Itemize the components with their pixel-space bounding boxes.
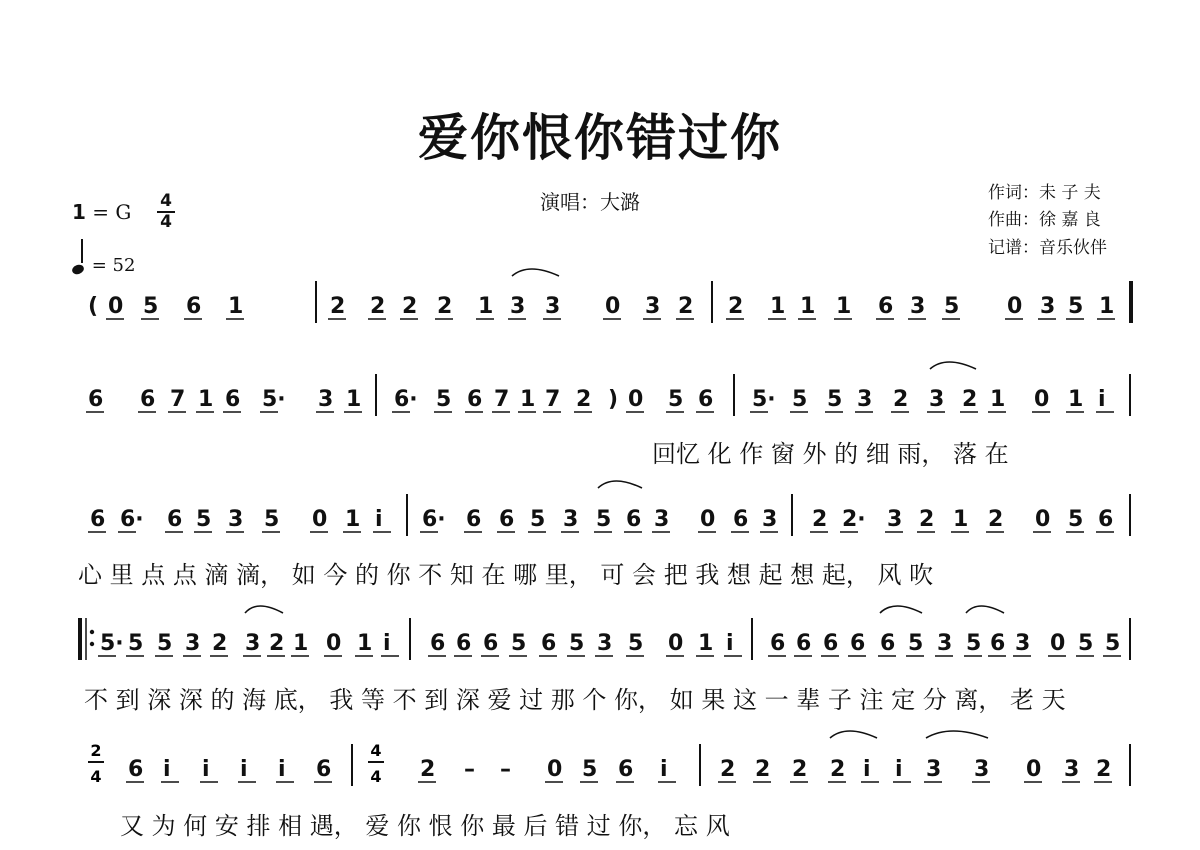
note: 3 xyxy=(563,507,579,532)
note: 6 xyxy=(466,507,482,532)
note: 3 xyxy=(545,294,561,319)
note: 5 xyxy=(668,387,684,412)
svg-text:‖:: ‖: xyxy=(84,642,85,643)
note: 6 xyxy=(128,757,144,782)
note: 2 xyxy=(893,387,909,412)
note: 2 xyxy=(830,757,846,782)
note: 6 xyxy=(225,387,241,412)
note: 0 xyxy=(1035,507,1051,532)
note: 6 xyxy=(990,631,1006,656)
note: 2 xyxy=(728,294,744,319)
note: 5 xyxy=(569,631,585,656)
time-signature: 4 4 xyxy=(156,192,176,231)
svg-text:2: 2 xyxy=(90,741,102,760)
svg-text:4: 4 xyxy=(370,741,382,760)
slur xyxy=(245,606,283,613)
note: 0 xyxy=(326,631,342,656)
note: 2 xyxy=(212,631,228,656)
note: 2 xyxy=(269,631,285,656)
lyricist-credit: 作词：未 子 夫 xyxy=(988,183,1101,203)
svg-text:4: 4 xyxy=(370,767,382,786)
note: 6· xyxy=(422,507,446,532)
note: 3 xyxy=(1015,631,1031,656)
note: 6 xyxy=(880,631,896,656)
transcriber-credit: 记谱：音乐伙伴 xyxy=(988,238,1107,258)
note: 6 xyxy=(618,757,634,782)
note: 5· xyxy=(262,387,286,412)
note: 6 xyxy=(467,387,483,412)
note: 0 xyxy=(605,294,621,319)
key-signature: 1 = G xyxy=(72,200,132,224)
note: 6· xyxy=(120,507,144,532)
note: 0 xyxy=(700,507,716,532)
note: 5 xyxy=(1068,294,1084,319)
note: 5 xyxy=(436,387,452,412)
lyric-line-3: 不 到 深 深 的 海 底， 我 等 不 到 深 爱 过 那 个 你， 如 果 这 一 辈 子 注 定 分 离， 老 天 xyxy=(84,686,1066,714)
note: 1 xyxy=(520,387,536,412)
note: 3 xyxy=(929,387,945,412)
note: i xyxy=(202,757,210,782)
note: 5 xyxy=(196,507,212,532)
slur xyxy=(880,606,922,613)
slur xyxy=(930,362,976,369)
composer-credit: 作曲：徐 嘉 良 xyxy=(988,210,1101,230)
note: 0 xyxy=(547,757,563,782)
note: 2 xyxy=(919,507,935,532)
note: 1 xyxy=(478,294,494,319)
note: 2 xyxy=(988,507,1004,532)
note: 2 xyxy=(1096,757,1112,782)
note: 2· xyxy=(842,507,866,532)
note: 3 xyxy=(228,507,244,532)
note: 3 xyxy=(654,507,670,532)
note: 2 xyxy=(755,757,771,782)
note: 1 xyxy=(800,294,816,319)
note: 6 xyxy=(90,507,106,532)
note: 1 xyxy=(198,387,214,412)
note: 5 xyxy=(582,757,598,782)
note: 5 xyxy=(827,387,843,412)
slur xyxy=(598,481,642,488)
note: 0 xyxy=(312,507,328,532)
note: 6 xyxy=(698,387,714,412)
note: 5 xyxy=(628,631,644,656)
note: 6 xyxy=(850,631,866,656)
lyric-line-4: 又 为 何 安 排 相 遇， 爱 你 恨 你 最 后 错 过 你， 忘 风 xyxy=(120,812,730,840)
note: 1 xyxy=(228,294,244,319)
note: 2 xyxy=(962,387,978,412)
note: 6 xyxy=(140,387,156,412)
note: 6 xyxy=(186,294,202,319)
note: 2 xyxy=(720,757,736,782)
time-change xyxy=(88,741,104,786)
slur xyxy=(830,731,877,738)
note: 5 xyxy=(128,631,144,656)
note: 6 xyxy=(626,507,642,532)
svg-text:4: 4 xyxy=(90,767,102,786)
note: 1 xyxy=(346,387,362,412)
note: 0 xyxy=(628,387,644,412)
note: 3 xyxy=(318,387,334,412)
note: i xyxy=(1098,387,1106,412)
note: 3 xyxy=(910,294,926,319)
note: 5 xyxy=(143,294,159,319)
slur xyxy=(926,731,988,738)
note: 1 xyxy=(293,631,309,656)
note: 6 xyxy=(88,387,104,412)
note: i xyxy=(895,757,903,782)
note: 3 xyxy=(926,757,942,782)
score-symbol: – xyxy=(464,757,475,782)
note: 0 xyxy=(1026,757,1042,782)
note: 3 xyxy=(857,387,873,412)
note: 5 xyxy=(264,507,280,532)
note: 1 xyxy=(990,387,1006,412)
note: 5 xyxy=(944,294,960,319)
note: 2 xyxy=(812,507,828,532)
singer-credit: 演唱：大潞 xyxy=(540,190,640,214)
note: 1 xyxy=(357,631,373,656)
note: 5 xyxy=(908,631,924,656)
note: 5· xyxy=(100,631,124,656)
note: 5 xyxy=(596,507,612,532)
time-change xyxy=(368,741,384,786)
note: i xyxy=(163,757,171,782)
note: 1 xyxy=(698,631,714,656)
note: 6· xyxy=(394,387,418,412)
note: 6 xyxy=(1098,507,1114,532)
note: 5 xyxy=(966,631,982,656)
note: 2 xyxy=(370,294,386,319)
note: 5 xyxy=(1078,631,1094,656)
note: 2 xyxy=(678,294,694,319)
slur xyxy=(512,269,559,276)
note: i xyxy=(240,757,248,782)
note: 2 xyxy=(576,387,592,412)
lyric-line-1: 回忆 化 作 窗 外 的 细 雨， 落 在 xyxy=(652,440,1009,468)
note: 3 xyxy=(1040,294,1056,319)
note: 5 xyxy=(1105,631,1121,656)
note: 3 xyxy=(762,507,778,532)
note: 1 xyxy=(345,507,361,532)
note: 0 xyxy=(668,631,684,656)
score-symbol: ) xyxy=(608,387,619,412)
note: 5 xyxy=(157,631,173,656)
note: 6 xyxy=(733,507,749,532)
note: 1 xyxy=(953,507,969,532)
note: 3 xyxy=(645,294,661,319)
note: 6 xyxy=(878,294,894,319)
score-symbol: ( xyxy=(88,294,99,319)
note: 6 xyxy=(796,631,812,656)
lyric-line-2: 心 里 点 点 滴 滴， 如 今 的 你 不 知 在 哪 里， 可 会 把 我 想 起 想 起， 风 吹 xyxy=(78,561,934,589)
note: 6 xyxy=(483,631,499,656)
note: 6 xyxy=(499,507,515,532)
note: 6 xyxy=(316,757,332,782)
note: 3 xyxy=(887,507,903,532)
note: 3 xyxy=(245,631,261,656)
note: 3 xyxy=(1064,757,1080,782)
note: 1 xyxy=(1099,294,1115,319)
note: 0 xyxy=(108,294,124,319)
note: 1 xyxy=(770,294,786,319)
note: 6 xyxy=(770,631,786,656)
song-title: 爱你恨你错过你 xyxy=(418,108,782,167)
note: 5 xyxy=(530,507,546,532)
note: 3 xyxy=(510,294,526,319)
note: 7 xyxy=(494,387,510,412)
note: 5 xyxy=(511,631,527,656)
note: 6 xyxy=(541,631,557,656)
note: 3 xyxy=(937,631,953,656)
score-symbol: – xyxy=(500,757,511,782)
note: 6 xyxy=(456,631,472,656)
note: 7 xyxy=(545,387,561,412)
note: 5 xyxy=(1068,507,1084,532)
note: 0 xyxy=(1050,631,1066,656)
note: 2 xyxy=(402,294,418,319)
note: 6 xyxy=(167,507,183,532)
note: 7 xyxy=(170,387,186,412)
note: 6 xyxy=(823,631,839,656)
note: i xyxy=(726,631,734,656)
note: 2 xyxy=(330,294,346,319)
note: 0 xyxy=(1007,294,1023,319)
note: 5· xyxy=(752,387,776,412)
note: 1 xyxy=(836,294,852,319)
note: 0 xyxy=(1034,387,1050,412)
tempo-marking: = 52 xyxy=(72,247,135,276)
note: 2 xyxy=(420,757,436,782)
note: 3 xyxy=(185,631,201,656)
note: i xyxy=(383,631,391,656)
note: i xyxy=(863,757,871,782)
note: 6 xyxy=(430,631,446,656)
repeat-start-sign xyxy=(80,618,94,660)
note: i xyxy=(660,757,668,782)
note: i xyxy=(375,507,383,532)
slur xyxy=(966,606,1004,613)
note: 2 xyxy=(792,757,808,782)
note: 3 xyxy=(597,631,613,656)
note: 5 xyxy=(792,387,808,412)
note: 1 xyxy=(1068,387,1084,412)
note: 2 xyxy=(437,294,453,319)
note: 3 xyxy=(974,757,990,782)
note: i xyxy=(278,757,286,782)
